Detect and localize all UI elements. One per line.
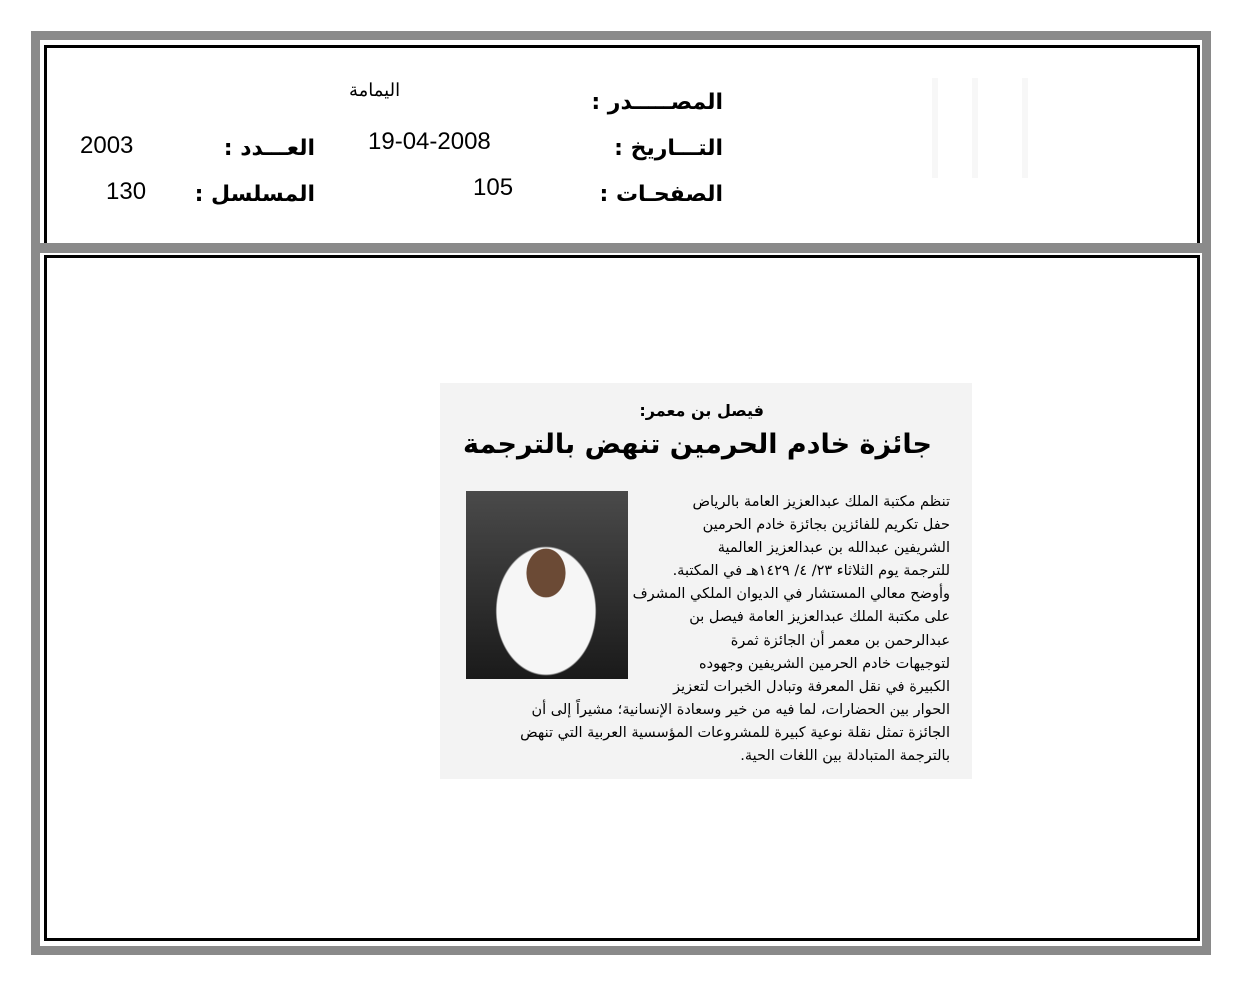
- article-line: الحوار بين الحضارات، لما فيه من خير وسعادة الإنسانية؛ مشيراً إلى أن: [531, 701, 950, 718]
- header-box: [44, 45, 1200, 246]
- article-kicker: فيصل بن معمر:: [639, 401, 764, 420]
- faint-logo-watermark: [932, 78, 1182, 178]
- article-line: حفل تكريم للفائزين بجائزة خادم الحرمين: [702, 517, 950, 534]
- serial-value: 130: [106, 178, 147, 205]
- article-line: للترجمة يوم الثلاثاء ٢٣/ ٤/ ١٤٢٩هـ في المكتبة.: [672, 563, 950, 580]
- article-line: لتوجيهات خادم الحرمين الشريفين وجهوده: [699, 655, 950, 672]
- date-value: 19-04-2008: [368, 128, 491, 155]
- article-line: تنظم مكتبة الملك عبدالعزيز العامة بالرياض: [692, 494, 950, 510]
- serial-label: المسلسل :: [194, 182, 315, 207]
- article-line: الكبيرة في نقل المعرفة وتبادل الخبرات لتعزيز: [673, 678, 950, 695]
- source-label: المصـــــدر :: [591, 90, 723, 115]
- article-line: الجائزة تمثل نقلة نوعية كبيرة للمشروعات المؤسسية العربية التي تنهض: [520, 724, 950, 741]
- article-line: وأوضح معالي المستشار في الديوان الملكي المشرف: [632, 586, 950, 603]
- header-divider: [40, 243, 1202, 253]
- article-headline: جائزة خادم الحرمين تنهض بالترجمة: [463, 429, 932, 460]
- pages-label: الصفحـات :: [599, 182, 723, 207]
- date-label: التـــاريخ :: [614, 136, 723, 161]
- source-value: اليمامة: [349, 80, 401, 101]
- article-line: بالترجمة المتبادلة بين اللغات الحية.: [740, 748, 950, 765]
- pages-value: 105: [473, 174, 514, 201]
- article-body: [466, 491, 950, 768]
- article-line: الشريفين عبدالله بن عبدالعزيز العالمية: [717, 540, 950, 557]
- article-line: على مكتبة الملك عبدالعزيز العامة فيصل بن: [689, 609, 950, 626]
- newspaper-clipping: [440, 383, 972, 779]
- issue-label: العـــدد :: [223, 136, 315, 161]
- issue-value: 2003: [80, 132, 134, 159]
- article-line: عبدالرحمن بن معمر أن الجائزة ثمرة: [730, 632, 950, 649]
